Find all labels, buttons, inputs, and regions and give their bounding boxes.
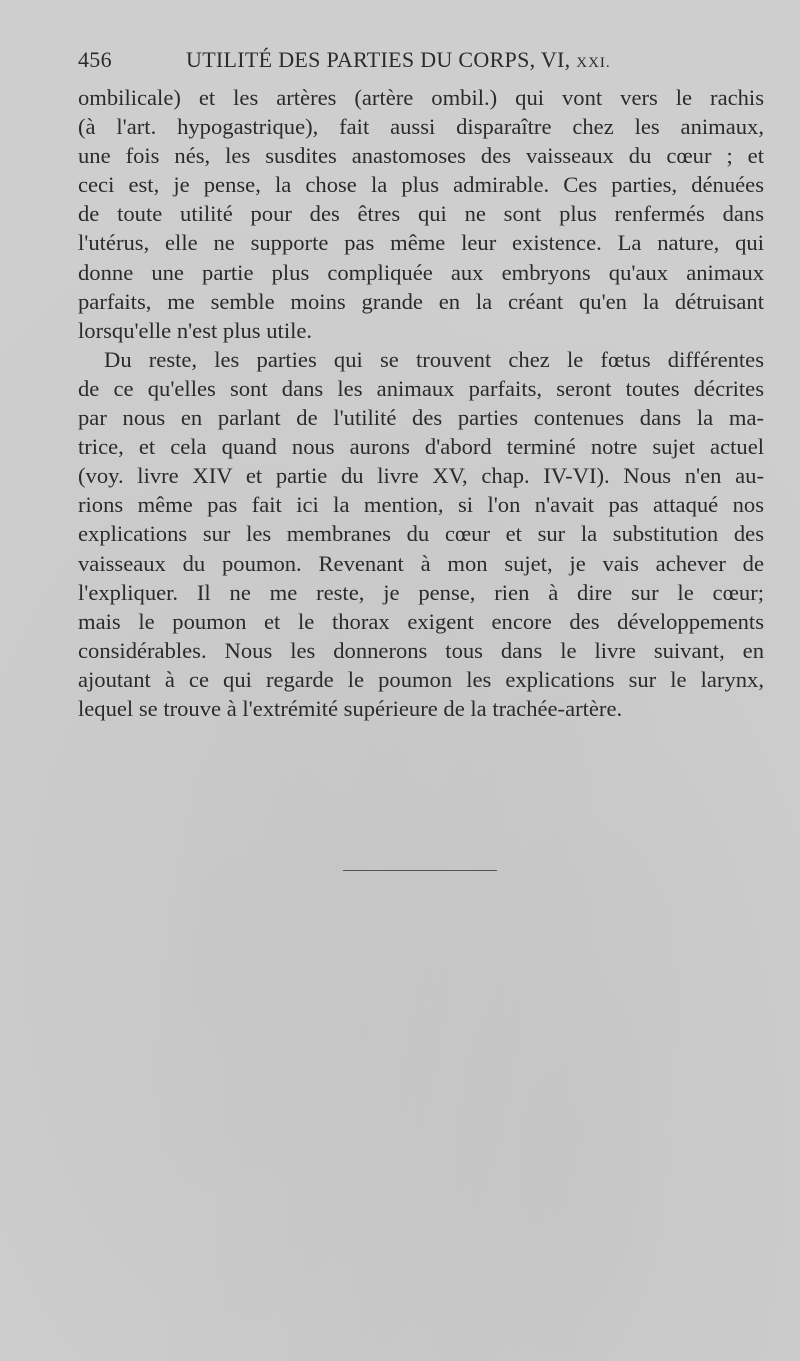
body-text [78, 83, 764, 723]
text-line: ajoutant à ce qui regarde le poumon les explications sur le larynx, [78, 666, 764, 692]
text-line: rions même pas fait ici la mention, si l'on n'avait pas attaqué nos [78, 492, 764, 518]
paragraph-2 [78, 345, 764, 723]
text-line: par nous en parlant de l'utilité des parties contenues dans la ma- [78, 405, 764, 431]
text-line: l'utérus, elle ne supporte pas même leur existence. La nature, qui [78, 230, 764, 256]
section-end-rule [343, 870, 497, 871]
running-title [186, 47, 611, 73]
text-line: parfaits, me semble moins grande en la créant qu'en la détruisant [78, 288, 764, 314]
text-line: Du reste, les parties qui se trouvent chez le fœtus différentes [104, 346, 764, 372]
text-line: vaisseaux du poumon. Revenant à mon sujet, je vais achever de [78, 550, 764, 576]
paragraph-1 [78, 83, 764, 345]
running-header [78, 47, 738, 77]
page-number: 456 [78, 47, 112, 72]
text-line: de toute utilité pour des êtres qui ne sont plus renfermés dans [78, 201, 764, 227]
running-title-text: UTILITÉ DES PARTIES DU CORPS, VI, [186, 47, 571, 72]
chapter-number: XXI. [576, 55, 611, 71]
text-line: (voy. livre XIV et partie du livre XV, chap. IV-VI). Nous n'en au- [78, 463, 764, 489]
text-line: lequel se trouve à l'extrémité supérieure de la trachée-artère. [78, 695, 623, 721]
text-line: donne une partie plus compliquée aux embryons qu'aux animaux [78, 259, 764, 285]
text-line: (à l'art. hypogastrique), fait aussi disparaître chez les animaux, [78, 114, 764, 140]
text-line: lorsqu'elle n'est plus utile. [78, 317, 313, 343]
text-line: trice, et cela quand nous aurons d'abord terminé notre sujet actuel [78, 434, 764, 460]
text-line: ombilicale) et les artères (artère ombil.) qui vont vers le rachis [78, 85, 764, 110]
text-line: mais le poumon et le thorax exigent encore des développements [78, 608, 764, 634]
text-line: considérables. Nous les donnerons tous dans le livre suivant, en [78, 637, 764, 663]
text-line: l'expliquer. Il ne me reste, je pense, rien à dire sur le cœur; [78, 579, 764, 605]
text-line: de ce qu'elles sont dans les animaux parfaits, seront toutes décrites [78, 375, 764, 401]
text-line: une fois nés, les susdites anastomoses des vaisseaux du cœur ; et [78, 143, 764, 169]
text-line: explications sur les membranes du cœur et sur la substitution des [78, 521, 764, 547]
text-line: ceci est, je pense, la chose la plus admirable. Ces parties, dénuées [78, 172, 764, 198]
